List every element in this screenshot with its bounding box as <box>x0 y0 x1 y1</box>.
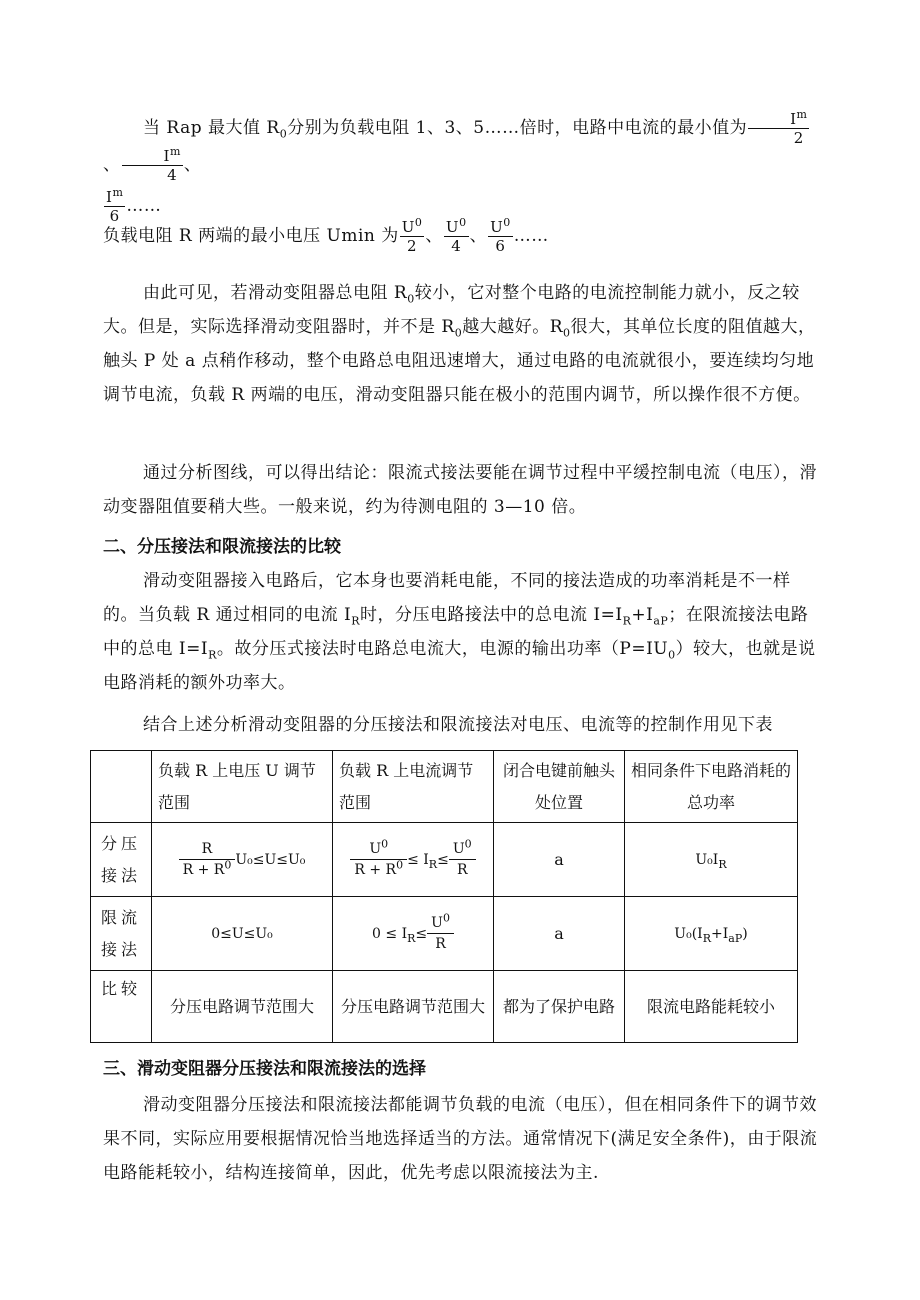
p3-c: 越大越好。R <box>462 317 564 337</box>
power-value: U₀(I <box>674 926 703 942</box>
p6-text: 结合上述分析滑动变阻器的分压接法和限流接法对电压、电流等的控制作用见下表 <box>143 715 773 735</box>
current-head: 0 ≤ I <box>372 926 408 942</box>
paragraph-conclusion <box>103 456 823 524</box>
im-label: I <box>163 147 170 165</box>
paragraph-power-consumption <box>103 564 823 700</box>
table-header-cell: 相同条件下电路消耗的总功率 <box>625 751 798 823</box>
numerator: R <box>179 839 236 860</box>
sub-0: 0 <box>407 292 415 306</box>
sub-r: R <box>428 858 438 872</box>
voltage-range-cell <box>152 823 333 897</box>
table-row <box>91 971 798 1043</box>
sub-0: 0 <box>563 326 571 340</box>
denominator: R <box>435 936 446 952</box>
sub-ap: aP <box>728 932 743 946</box>
power-end: ) <box>742 926 748 942</box>
section-heading-selection: 三、滑动变阻器分压接法和限流接法的选择 <box>103 1059 426 1079</box>
compare-cell: 分压电路调节范围大 <box>333 971 494 1043</box>
u0-sup: 0 <box>503 216 511 229</box>
paragraph-selection <box>103 1088 823 1190</box>
compare-cell: 分压电路调节范围大 <box>152 971 333 1043</box>
voltage-range-tail: U₀≤U≤U₀ <box>235 852 306 868</box>
row-label: 分压接法 <box>91 823 152 897</box>
paragraph-table-intro <box>103 708 823 742</box>
compare-cell: 限流电路能耗较小 <box>625 971 798 1043</box>
sub-0: 0 <box>668 648 676 662</box>
power-value: U₀I <box>695 852 719 868</box>
im-label: I <box>790 110 797 128</box>
den-6: 6 <box>495 237 506 255</box>
fraction-u0-6 <box>488 218 513 255</box>
denominator: R + R <box>354 862 397 878</box>
sep: 、 <box>103 155 121 175</box>
im-sup: m <box>169 145 181 158</box>
sup-0: 0 <box>464 837 472 851</box>
numerator: U <box>452 841 465 857</box>
voltage-range: 0≤U≤U₀ <box>211 926 273 942</box>
p3-d: 很大，其单位长度的阻值越大，触头 P 处 a 点稍作移动，整个电路总电阻迅速增大，通过电路的电流就很小，要连续均匀地调节电流，负载 R 两端的电压，滑动变阻器只能在极小的范围内调节，所以操作很不方便。 <box>103 317 816 405</box>
table-header-cell <box>91 751 152 823</box>
sub-r: R <box>622 614 632 628</box>
den-4: 4 <box>167 166 178 184</box>
ellipsis: …… <box>126 196 162 216</box>
sub-ap: aP <box>653 614 669 628</box>
p5-f: ）较大，也就是说电路消耗的额外功率大。 <box>103 639 816 693</box>
fraction <box>179 839 236 880</box>
numerator: U <box>369 841 382 857</box>
den-6: 6 <box>109 207 120 225</box>
sep: 、 <box>425 226 443 246</box>
im-sup: m <box>112 186 124 199</box>
position-cell: a <box>494 897 625 971</box>
sub-0: 0 <box>454 326 463 340</box>
u0-sup: 0 <box>459 216 467 229</box>
voltage-range-cell <box>152 897 333 971</box>
sup-0: 0 <box>224 858 232 872</box>
p2-text: 负载电阻 R 两端的最小电压 Umin 为 <box>103 226 399 246</box>
p3-a: 由此可见，若滑动变阻器总电阻 R <box>143 283 408 303</box>
p4-text: 通过分析图线，可以得出结论：限流式接法要能在调节过程中平缓控制电流（电压），滑动变器阻值要稍大些。一般来说，约为待测电阻的 3—10 倍。 <box>103 463 817 517</box>
position-cell: a <box>494 823 625 897</box>
paragraph-min-current <box>103 110 823 225</box>
fraction <box>427 913 454 954</box>
u0-label: U <box>401 218 415 236</box>
u0-sup: 0 <box>414 216 423 229</box>
comparison-table <box>90 750 798 1043</box>
fraction <box>350 839 407 880</box>
fraction-u0-2 <box>400 218 425 255</box>
paragraph-resistance-choice <box>103 276 823 412</box>
im-label: I <box>106 188 113 206</box>
p1-sub0: 0 <box>279 127 288 141</box>
compare-cell: 都为了保护电路 <box>494 971 625 1043</box>
sup-0: 0 <box>442 911 450 925</box>
sup-0: 0 <box>381 837 389 851</box>
fraction-u0-4 <box>444 218 469 255</box>
le-sign: ≤ <box>415 926 428 942</box>
table-row <box>91 823 798 897</box>
den-4: 4 <box>451 237 462 255</box>
row-label: 限流接法 <box>91 897 152 971</box>
den-2: 2 <box>407 237 418 255</box>
p5-b: 时，分压电路接法中的总电流 I=I <box>360 605 623 625</box>
p3-b: 较小，它对整个电路的电流控制能力就小，反之较大。但是，实际选择滑动变阻器时，并不是 R <box>103 283 800 337</box>
p1-text-a: 当 Rap 最大值 R <box>143 118 280 138</box>
p5-d: ；在限流接法电路中的总电 I=I <box>103 605 809 659</box>
u0-label: U <box>490 218 504 236</box>
sup-0: 0 <box>396 858 404 872</box>
table-header-cell: 负载 R 上电流调节范围 <box>333 751 494 823</box>
sub-r: R <box>351 614 361 628</box>
table-header-row <box>91 751 798 823</box>
fraction-im-4 <box>122 147 183 184</box>
sub-r: R <box>407 932 416 946</box>
sep: 、 <box>469 226 488 246</box>
table-header-cell: 负载 R 上电压 U 调节范围 <box>152 751 333 823</box>
paragraph-min-voltage <box>103 218 823 255</box>
row-label: 比较 <box>91 971 152 1043</box>
den-2: 2 <box>793 129 804 147</box>
p1-text-b: 分别为负载电阻 1、3、5……倍时，电路中电流的最小值为 <box>287 118 748 138</box>
ellipsis: …… <box>513 226 549 246</box>
fraction <box>449 839 476 880</box>
fraction-im-2 <box>748 110 809 147</box>
p7-text: 滑动变阻器分压接法和限流接法都能调节负载的电流（电压），但在相同条件下的调节效果不同，实际应用要根据情况恰当地选择适当的方法。通常情况下(满足安全条件)，由于限流电路能耗较小，结构连接简单，因此，优先考虑以限流接法为主. <box>103 1095 818 1183</box>
p5-a: 滑动变阻器接入电路后，它本身也要消耗电能，不同的接法造成的功率消耗是不一样的。当负载 R 通过相同的电流 I <box>103 571 791 625</box>
power-mid: +I <box>711 926 729 942</box>
le-sign: ≤ <box>437 852 449 868</box>
sub-r: R <box>718 858 727 872</box>
power-cell <box>625 897 798 971</box>
sub-r: R <box>702 932 711 946</box>
im-sup: m <box>796 108 808 121</box>
current-range-cell <box>333 897 494 971</box>
u0-label: U <box>445 218 460 236</box>
denominator: R + R <box>182 862 225 878</box>
sep: 、 <box>183 155 202 175</box>
sub-r: R <box>208 648 217 662</box>
section-heading-comparison: 二、分压接法和限流接法的比较 <box>103 537 341 557</box>
current-mid: ≤ I <box>407 852 429 868</box>
power-cell <box>625 823 798 897</box>
current-range-cell <box>333 823 494 897</box>
table-row <box>91 897 798 971</box>
p5-e: 。故分压式接法时电路总电流大，电源的输出功率（P=IU <box>216 639 669 659</box>
table-header-cell: 闭合电键前触头处位置 <box>494 751 625 823</box>
denominator: R <box>456 862 468 878</box>
numerator: U <box>431 915 443 931</box>
p5-c: +I <box>631 605 654 625</box>
